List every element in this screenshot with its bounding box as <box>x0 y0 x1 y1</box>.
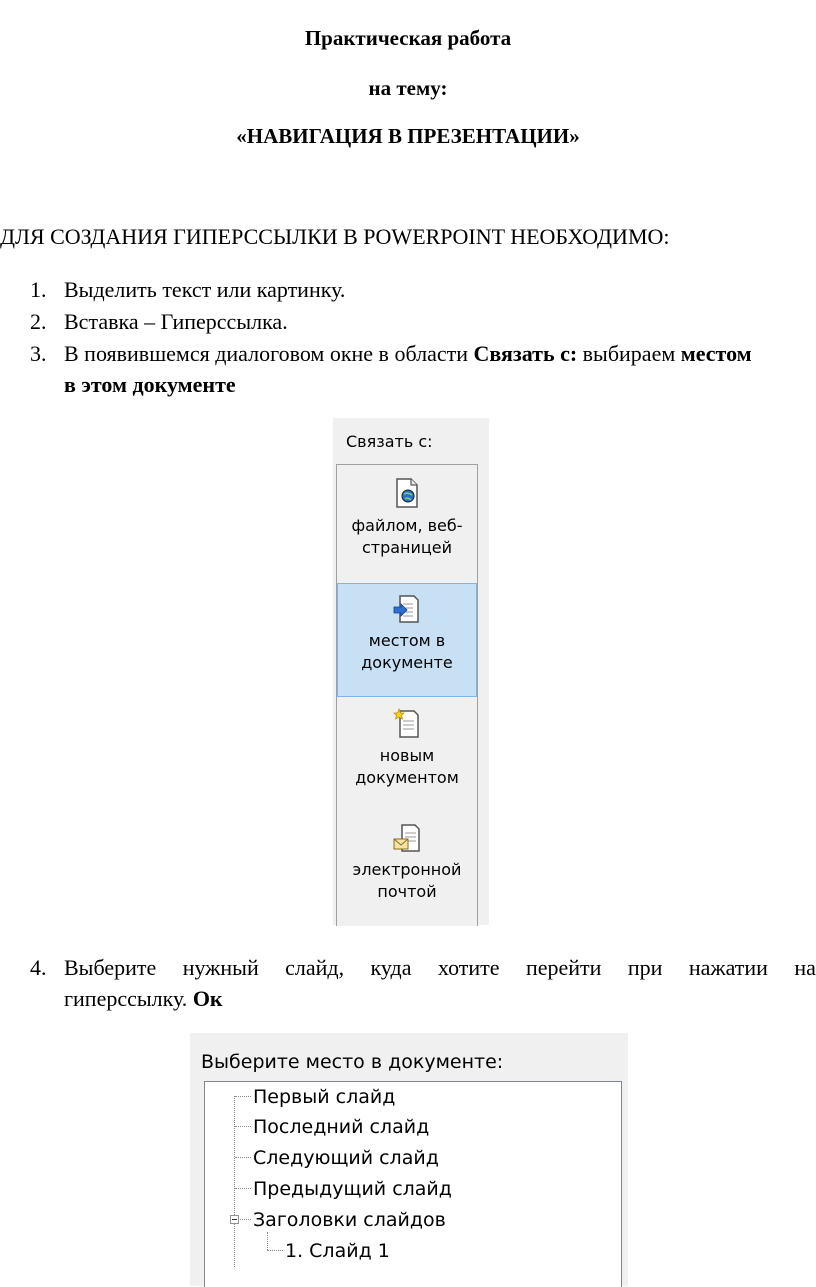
step-number: 4. <box>30 955 47 980</box>
step-4 <box>30 952 816 1014</box>
option-line-1: электронной <box>352 860 462 879</box>
tree-item-last-slide[interactable]: Последний слайд <box>253 1116 430 1138</box>
step-word: Выберите <box>64 955 157 980</box>
option-line-2: документе <box>361 653 453 672</box>
link-to-label: Связать с: <box>346 432 433 451</box>
link-option-place-in-document[interactable] <box>337 583 477 697</box>
step-word: нажатии <box>688 955 768 980</box>
tree-connector <box>235 1188 251 1189</box>
tree-connector <box>235 1126 251 1127</box>
section-heading: ДЛЯ СОЗДАНИЯ ГИПЕРССЫЛКИ В POWERPOINT НЕОБХОДИМО: <box>0 224 670 249</box>
step-text: гиперссылку. <box>64 986 193 1011</box>
tree-connector <box>234 1096 235 1267</box>
new-document-icon <box>391 707 423 741</box>
web-page-icon <box>391 477 423 511</box>
collapse-icon[interactable] <box>230 1215 239 1224</box>
option-line-2: почтой <box>377 882 437 901</box>
step-3 <box>30 338 816 400</box>
step-word: куда <box>370 955 412 980</box>
link-to-list <box>336 464 478 926</box>
step-bold-text: в этом документе <box>64 372 236 397</box>
step-number: 3. <box>30 341 47 366</box>
place-in-document-panel <box>190 1033 628 1286</box>
option-line-1: файлом, веб- <box>351 516 463 535</box>
place-tree <box>204 1081 622 1287</box>
option-line-2: страницей <box>361 538 453 557</box>
step-text: В появившемся диалоговом окне в области <box>64 341 474 366</box>
email-icon <box>391 821 423 855</box>
tree-item-slide-1[interactable]: 1. Слайд 1 <box>285 1240 390 1262</box>
tree-item-first-slide[interactable]: Первый слайд <box>253 1086 396 1108</box>
step-number: 2. <box>30 309 47 334</box>
step-text: Вставка – Гиперссылка. <box>64 309 288 334</box>
step-word: нужный <box>182 955 259 980</box>
step-word: хотите <box>437 955 500 980</box>
tree-item-slide-titles[interactable]: Заголовки слайдов <box>253 1209 446 1231</box>
place-in-document-icon <box>391 592 423 626</box>
tree-item-next-slide[interactable]: Следующий слайд <box>253 1147 439 1169</box>
doc-title-line-2: на тему: <box>368 76 448 100</box>
place-in-document-label: Выберите место в документе: <box>201 1051 504 1073</box>
step-2 <box>30 306 816 337</box>
step-4-line-1 <box>30 952 816 983</box>
link-option-new-document[interactable] <box>337 699 477 813</box>
tree-connector <box>267 1250 283 1251</box>
link-to-panel <box>333 418 489 925</box>
step-1 <box>30 274 816 305</box>
step-bold-text: Ок <box>192 986 223 1011</box>
option-line-1: новым <box>379 746 435 765</box>
tree-connector <box>235 1157 251 1158</box>
link-option-email[interactable] <box>337 813 477 927</box>
doc-title-line-1: Практическая работа <box>304 26 512 50</box>
step-word: слайд, <box>285 955 345 980</box>
tree-item-previous-slide[interactable]: Предыдущий слайд <box>253 1178 452 1200</box>
doc-title-line-3: «НАВИГАЦИЯ В ПРЕЗЕНТАЦИИ» <box>236 124 580 148</box>
tree-connector <box>235 1096 251 1097</box>
step-number: 1. <box>30 277 47 302</box>
option-line-2: документом <box>355 768 459 787</box>
step-text: выбираем <box>577 341 681 366</box>
option-line-1: местом в <box>368 631 446 650</box>
step-word: перейти <box>525 955 602 980</box>
step-word: при <box>627 955 663 980</box>
step-text: Выделить текст или картинку. <box>64 277 346 302</box>
step-word: на <box>794 955 816 980</box>
step-bold-text: Связать с: <box>473 341 578 366</box>
step-bold-text: местом <box>680 341 752 366</box>
link-option-web-page[interactable] <box>337 469 477 583</box>
